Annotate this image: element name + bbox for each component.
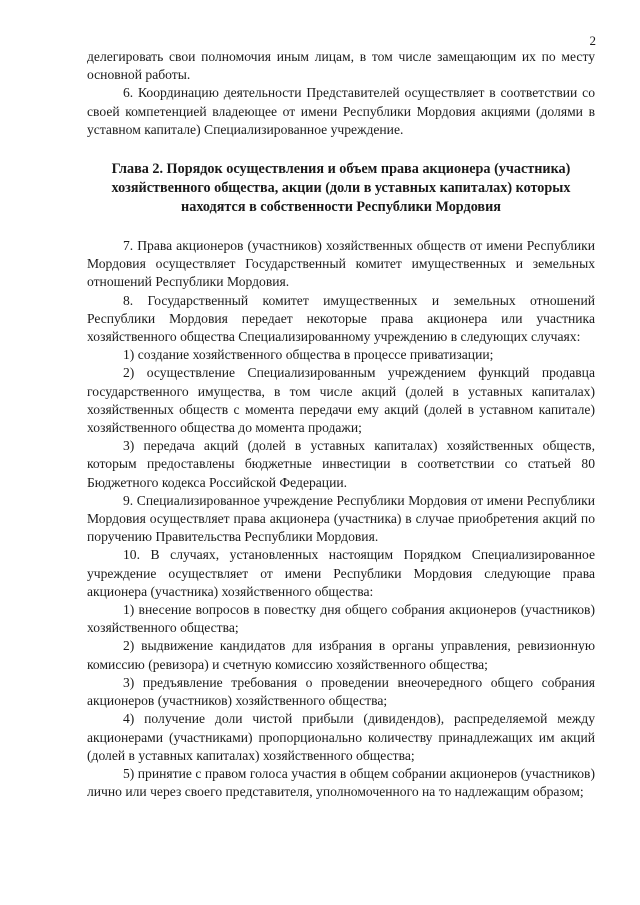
list-item-10-2: 2) выдвижение кандидатов для избрания в органы управления, ревизионную комиссию (ревизора) и счетную комиссию хозяйственного общества;	[87, 638, 595, 672]
list-item-10-4: 4) получение доли чистой прибыли (дивидендов), распределяемой между акционерами (участниками) пропорционально количеству принадлежащих им акций (долей в уставных капиталах) хозяйственного общества;	[87, 711, 595, 763]
list-item-8-2: 2) осуществление Специализированным учреждением функций продавца государственного имущества, в том числе акций (долей в уставных капиталах) хозяйственных обществ с момента передачи ему акций (долей в уставном капитале) хозяйственного общества до момента продажи;	[87, 365, 595, 436]
paragraph-8: 8. Государственный комитет имущественных и земельных отношений Республики Мордовия передает некоторые права акционера или участника хозяйственного общества Специализированному учреждению в следующих случаях:	[87, 292, 595, 345]
document-body	[87, 48, 595, 801]
paragraph-continuation: делегировать свои полномочия иным лицам, в том числе замещающим их по месту основной работы.	[87, 49, 595, 83]
list-item-10-3: 3) предъявление требования о проведении внеочередного общего собрания акционеров (участников) хозяйственного общества;	[87, 674, 595, 709]
list-item-10-5: 5) принятие с правом голоса участия в общем собрании акционеров (участников) лично или через своего представителя, уполномоченного на то надлежащим образом;	[87, 765, 595, 800]
paragraph-9: 9. Специализированное учреждение Республики Мордовия от имени Республики Мордовия осуществляет права акционера (участника) в случае приобретения акций по поручению Правительства Республики Мордовия.	[87, 492, 595, 545]
list-item-8-1: 1) создание хозяйственного общества в процессе приватизации;	[123, 347, 494, 363]
paragraph-10: 10. В случаях, установленных настоящим Порядком Специализированное учреждение осуществляет от имени Республики Мордовия следующие права акционера (участника) хозяйственного общества:	[87, 547, 595, 599]
list-item-10-1: 1) внесение вопросов в повестку дня общего собрания акционеров (участников) хозяйственного общества;	[87, 602, 595, 636]
paragraph-7: 7. Права акционеров (участников) хозяйственных обществ от имени Республики Мордовия осуществляет Государственный комитет имущественных и земельных отношений Республики Мордовия.	[87, 238, 595, 290]
paragraph-6: 6. Координацию деятельности Представителей осуществляет в соответствии со своей компетенцией владеющее от имени Республики Мордовия акциями (долями в уставном капитале) Специализированное учреждение.	[87, 85, 595, 137]
list-item-8-3: 3) передача акций (долей в уставных капиталах) хозяйственных обществ, которым предоставлены бюджетные инвестиции в соответствии со статьей 80 Бюджетного кодекса Российской Федерации.	[87, 438, 595, 490]
chapter-heading: Глава 2. Порядок осуществления и объем права акционера (участника) хозяйственного общества, акции (доли в уставных капиталах) которых находятся в собственности Республики Мордовия	[111, 161, 571, 216]
page-number: 2	[589, 33, 596, 48]
